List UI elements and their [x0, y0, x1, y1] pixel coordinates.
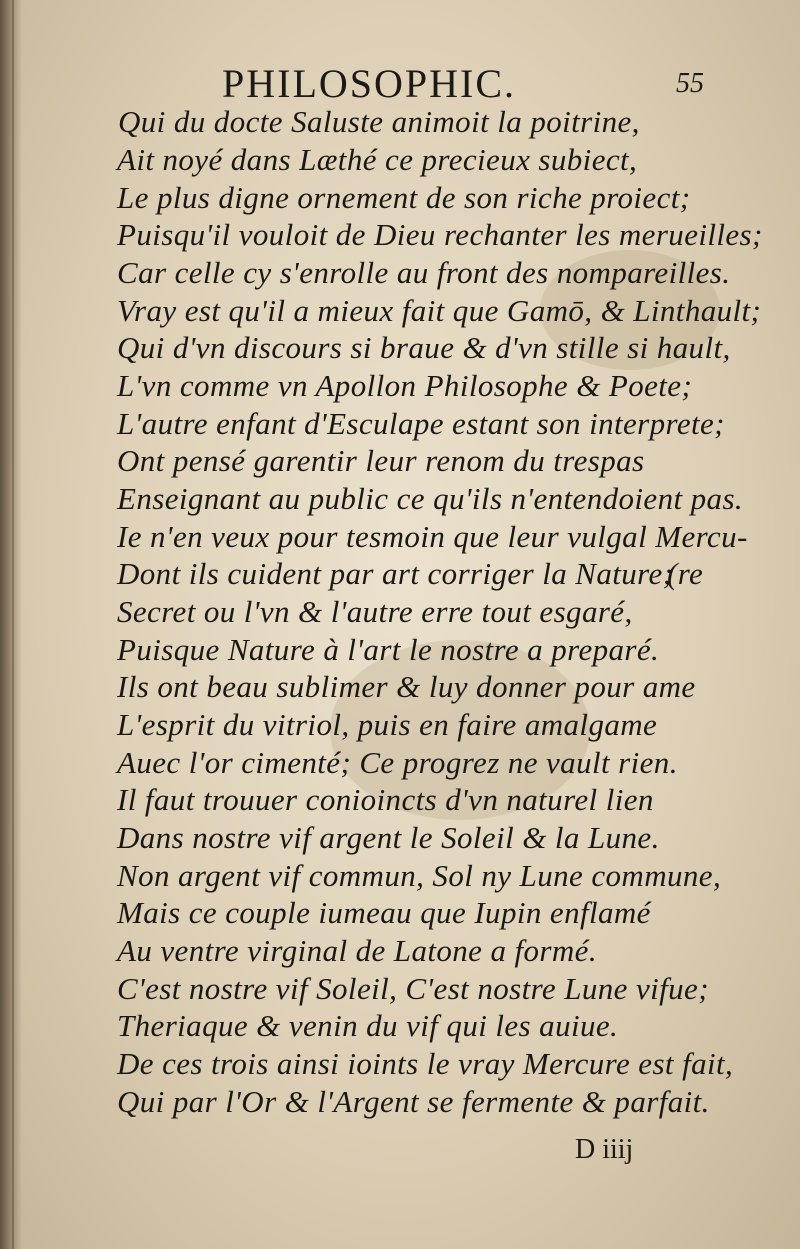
verse-line: Puisqu'il vouloit de Dieu rechanter les merueilles;	[117, 217, 763, 252]
page-header	[0, 58, 800, 108]
verse-line: Secret ou l'vn & l'autre erre tout esgaré,	[117, 594, 633, 629]
verse-line: Qui du docte Saluste animoit la poitrine,	[118, 104, 640, 139]
verse-line: Car celle cy s'enrolle au front des nompareilles.	[117, 255, 731, 290]
verse-line: Vray est qu'il a mieux fait que Gamō, & Linthault;	[117, 293, 762, 328]
page-number: 55	[676, 68, 704, 99]
verse-line: Il faut trouuer conioincts d'vn naturel lien	[117, 782, 654, 817]
verse-line: Le plus digne ornement de son riche proiect;	[117, 180, 691, 215]
verse-line: Enseignant au public ce qu'ils n'entendoient pas.	[117, 481, 744, 516]
verse-line: Mais ce couple iumeau que Iupin enflamé	[117, 895, 651, 930]
verse-line: Qui par l'Or & l'Argent se fermente & parfait.	[117, 1084, 710, 1119]
verse-line: Ie n'en veux pour tesmoin que leur vulgal Mercu-	[117, 519, 748, 554]
verse-line: Ils ont beau sublimer & luy donner pour ame	[117, 669, 696, 704]
verse-line: Non argent vif commun, Sol ny Lune commune,	[117, 858, 722, 893]
running-title: PHILOSOPHIC.	[222, 61, 517, 106]
verse-line: Dans nostre vif argent le Soleil & la Lune.	[117, 820, 660, 855]
verse-line: Qui d'vn discours si braue & d'vn stille si hault,	[117, 330, 731, 365]
verse-line: Auec l'or cimenté; Ce progrez ne vault rien.	[117, 745, 678, 780]
verse-line: L'autre enfant d'Esculape estant son interprete;	[117, 406, 725, 441]
verse-line: Ait noyé dans Læthé ce precieux subiect,	[117, 142, 638, 177]
gutter-fold	[12, 0, 14, 1249]
signature-mark: D iiij	[575, 1134, 634, 1165]
page-gutter	[0, 0, 22, 1249]
verse-line: L'esprit du vitriol, puis en faire amalgame	[117, 707, 658, 742]
verse-line: L'vn comme vn Apollon Philosophe & Poete;	[117, 368, 693, 403]
verse-line: Au ventre virginal de Latone a formé.	[117, 933, 597, 968]
verse-line: C'est nostre vif Soleil, C'est nostre Lune vifue;	[117, 971, 709, 1006]
verse-line: Ont pensé garentir leur renom du trespas	[117, 443, 645, 478]
verse-line: De ces trois ainsi ioints le vray Mercure est fait,	[117, 1046, 734, 1081]
verse-line: Dont ils cuident par art corriger la Nature;	[117, 556, 674, 591]
turnover-word: (re	[667, 556, 704, 591]
verse-line: Theriaque & venin du vif qui les auiue.	[117, 1008, 619, 1043]
verse-line: Puisque Nature à l'art le nostre a preparé.	[117, 632, 660, 667]
